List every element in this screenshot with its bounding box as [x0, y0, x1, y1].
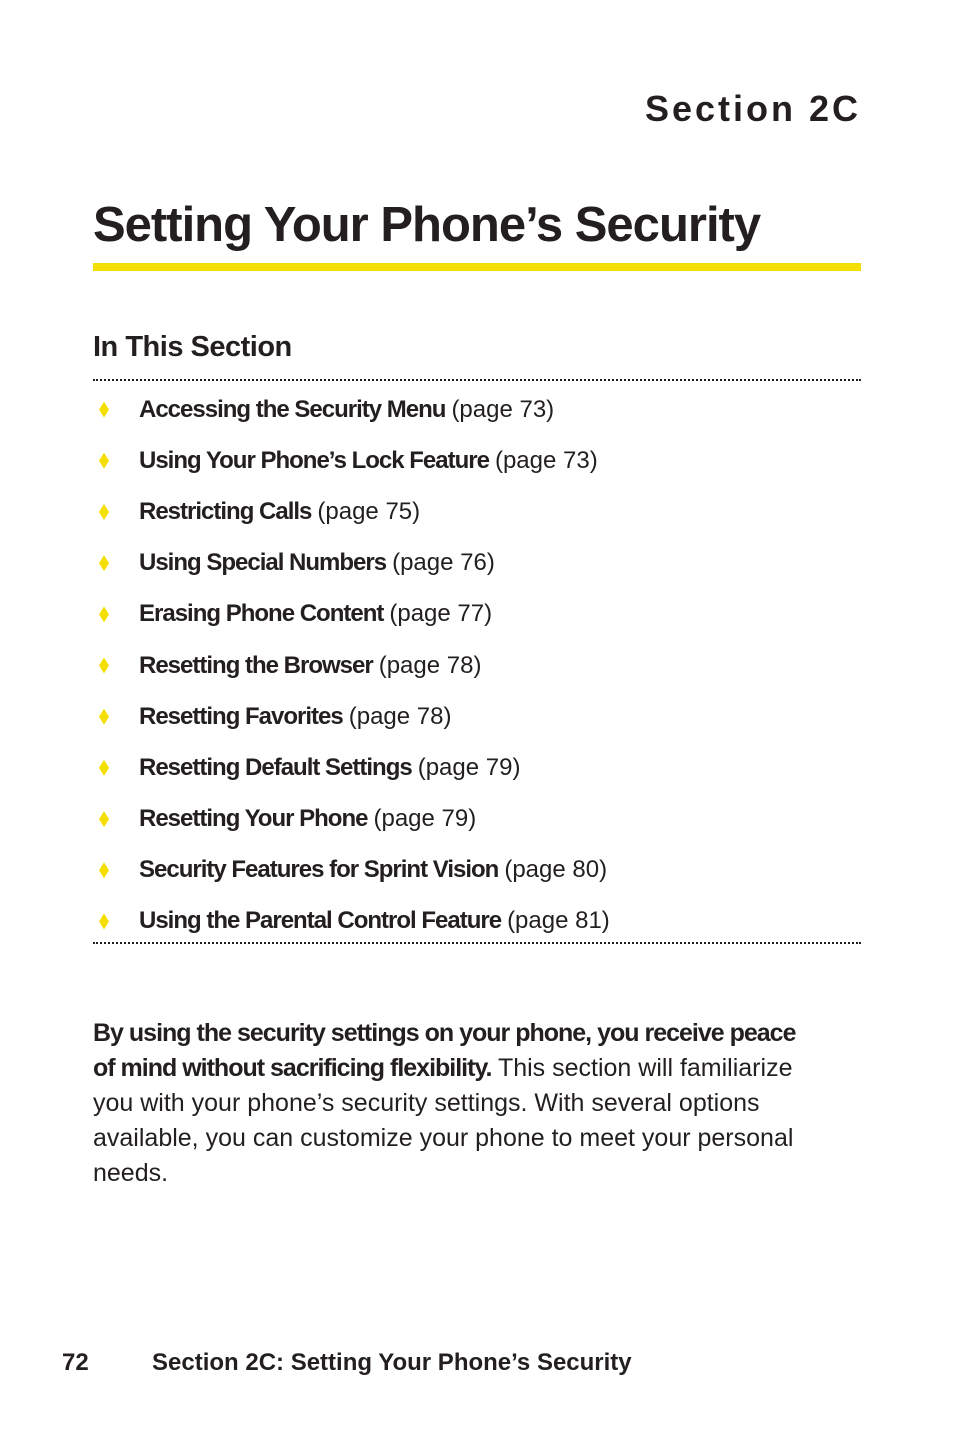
toc-item-title[interactable]: Resetting Favorites: [139, 702, 343, 730]
diamond-bullet-icon: [99, 606, 109, 622]
page-number: 72: [62, 1349, 89, 1376]
diamond-bullet-icon: [99, 709, 109, 725]
diamond-bullet-icon: [99, 811, 109, 827]
toc-item-page: (page 81): [507, 907, 610, 935]
toc-item[interactable]: [93, 896, 861, 947]
toc-item[interactable]: [93, 435, 861, 486]
page-title: Setting Your Phone’s Security: [93, 198, 761, 252]
toc-item[interactable]: [93, 794, 861, 845]
toc-item-title[interactable]: Security Features for Sprint Vision: [139, 856, 499, 884]
intro-body: This section will familiarize you with your phone’s security settings. With several options available, you can customize your phone to meet your personal needs.: [93, 1054, 794, 1187]
running-title: Section 2C: Setting Your Phone’s Security: [152, 1349, 632, 1376]
page-footer: [62, 1349, 632, 1377]
toc-item-page: (page 78): [348, 702, 452, 730]
toc-item-page: (page 79): [417, 753, 521, 781]
toc-item[interactable]: [93, 640, 861, 691]
toc-item-page: (page 73): [494, 446, 598, 474]
toc-item-page: (page 76): [392, 549, 495, 577]
diamond-bullet-icon: [99, 555, 109, 571]
toc-heading: In This Section: [93, 331, 292, 363]
toc-item-page: (page 73): [451, 395, 555, 423]
toc-item[interactable]: [93, 845, 861, 896]
toc-item-page: (page 78): [378, 651, 482, 679]
diamond-bullet-icon: [99, 913, 109, 929]
title-rule: [93, 263, 861, 271]
toc-item[interactable]: [93, 742, 861, 793]
toc-item-title[interactable]: Accessing the Security Menu: [139, 395, 446, 423]
toc-top-divider: [93, 379, 861, 381]
toc-item-title[interactable]: Using Special Numbers: [139, 549, 387, 577]
toc-item-page: (page 79): [373, 805, 477, 833]
toc-item-title[interactable]: Restricting Calls: [139, 497, 312, 525]
diamond-bullet-icon: [99, 402, 109, 418]
diamond-bullet-icon: [99, 862, 109, 878]
diamond-bullet-icon: [99, 453, 109, 469]
toc-item-page: (page 75): [317, 497, 421, 525]
toc-item-page: (page 77): [389, 600, 493, 628]
diamond-bullet-icon: [99, 760, 109, 776]
toc-bottom-divider: [93, 942, 861, 944]
toc-item-title[interactable]: Resetting the Browser: [139, 651, 373, 679]
diamond-bullet-icon: [99, 658, 109, 674]
toc-item-title[interactable]: Erasing Phone Content: [139, 600, 384, 628]
diamond-bullet-icon: [99, 504, 109, 520]
toc-item-title[interactable]: Resetting Default Settings: [139, 753, 412, 781]
toc-item-title[interactable]: Using Your Phone’s Lock Feature: [139, 446, 489, 474]
section-label: Section 2C: [644, 88, 861, 129]
toc-item[interactable]: [93, 538, 861, 589]
toc-item[interactable]: [93, 691, 861, 742]
intro-paragraph: [93, 1016, 813, 1191]
intro-lead: By using the security settings on your phone, you receive peace of mind without sacrificing flexibility.: [93, 1019, 796, 1082]
toc-list: [93, 384, 861, 947]
toc-item-title[interactable]: Resetting Your Phone: [139, 805, 368, 833]
toc-item[interactable]: [93, 384, 861, 435]
toc-item-title[interactable]: Using the Parental Control Feature: [139, 907, 502, 935]
toc-item[interactable]: [93, 589, 861, 640]
toc-item-page: (page 80): [504, 856, 608, 884]
toc-item[interactable]: [93, 486, 861, 537]
